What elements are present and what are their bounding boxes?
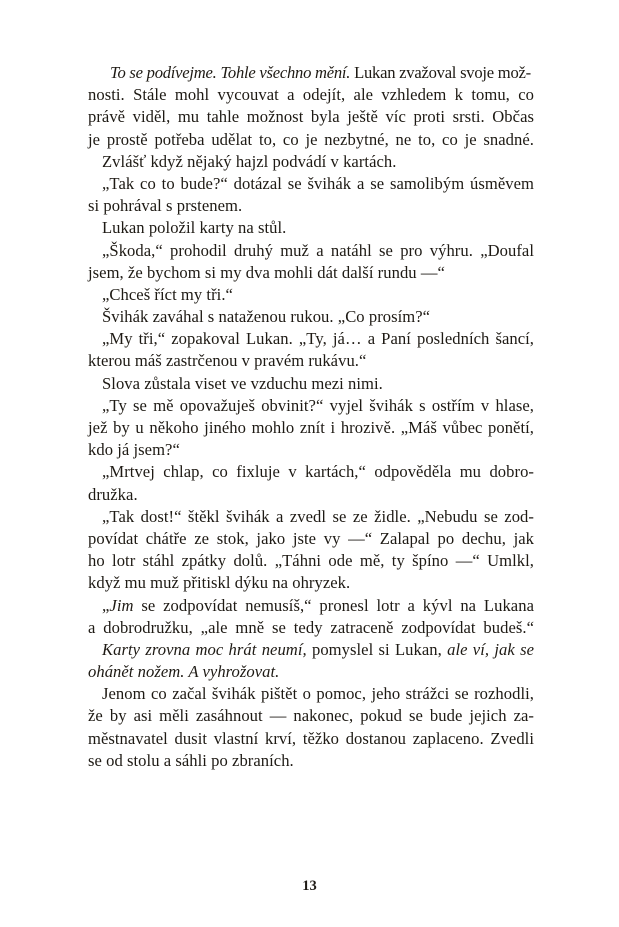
text-segment: Zvlášť když nějaký hajzl podvádí v kartách. [102, 151, 397, 171]
text-line [88, 439, 534, 461]
italic-text: ale ví, jak se [447, 639, 534, 659]
text-segment: Slova zůstala viset ve vzduchu mezi nimi. [102, 373, 383, 393]
text-segment: právě viděl, mu tahle možnost byla ještě víc proti srsti. Občas [88, 107, 534, 127]
text-line [88, 750, 534, 772]
text-line [88, 173, 534, 195]
text-line [88, 550, 534, 572]
italic-text: ohánět nožem. A vyhrožovat. [88, 662, 280, 682]
text-line [88, 151, 534, 173]
text-line [88, 395, 534, 417]
text-line [88, 284, 534, 306]
text-line [88, 217, 534, 239]
text-segment: „Chceš říct my tři.“ [102, 284, 233, 304]
text-line [88, 84, 534, 106]
text-segment: „ [102, 595, 110, 615]
text-segment: Lukan položil karty na stůl. [102, 218, 287, 238]
text-segment: kterou máš zastrčenou v pravém rukávu.“ [88, 351, 367, 371]
text-segment: ho lotr stáhl zpátky dolů. „Táhni ode mě, ty špíno —“ Umlkl, [88, 551, 534, 571]
text-segment: a dobrodružku, „ale mně se tedy zatraceně zodpovídat budeš.“ [88, 617, 534, 637]
text-line [88, 528, 534, 550]
text-line [88, 728, 534, 750]
text-segment: se od stolu a sáhli po zbraních. [88, 750, 294, 770]
italic-text: Jim [109, 595, 134, 615]
text-segment: nosti. Stále mohl vycouvat a odejít, ale vzhledem k tomu, co [88, 85, 534, 105]
text-line [88, 705, 534, 727]
text-line [88, 240, 534, 262]
text-line [88, 572, 534, 594]
text-line [88, 506, 534, 528]
text-segment: jsem, že bychom si my dva mohli dát další rundu —“ [88, 262, 445, 282]
text-line [88, 306, 534, 328]
text-line [88, 262, 534, 284]
text-line [88, 373, 534, 395]
text-segment: městnavatel dusit vlastní krví, těžko dostanou zaplaceno. Zvedli [88, 728, 534, 748]
text-segment: „Ty se mě opovažuješ obvinit?“ vyjel švihák s ostřím v hlase, [102, 395, 534, 415]
text-line [88, 639, 534, 661]
italic-text: To se podívejme. Tohle všechno mění. [110, 63, 351, 82]
text-line [88, 484, 534, 506]
body-text [88, 62, 534, 772]
text-line [88, 129, 534, 151]
text-line [88, 195, 534, 217]
italic-text: Karty zrovna moc hrát neumí, [102, 639, 307, 659]
text-segment: že by asi měli zasáhnout — nakonec, pokud se bude jejich za- [88, 706, 534, 726]
text-segment: Lukan zvažoval svoje mož- [350, 63, 531, 82]
text-segment: družka. [88, 484, 138, 504]
text-segment: „Škoda,“ prohodil druhý muž a natáhl se pro výhru. „Doufal [102, 240, 534, 260]
text-segment: „Tak dost!“ štěkl švihák a zvedl se ze židle. „Nebudu se zod- [102, 506, 534, 526]
text-line [88, 106, 534, 128]
text-line [88, 417, 534, 439]
text-line [88, 595, 534, 617]
text-segment: si pohrával s prstenem. [88, 196, 243, 216]
text-line [88, 683, 534, 705]
text-segment: „Tak co to bude?“ dotázal se švihák a se samolibým úsměvem [102, 173, 534, 193]
text-segment: kdo já jsem?“ [88, 440, 180, 460]
page-number: 13 [302, 878, 317, 894]
text-line [88, 461, 534, 483]
text-line [88, 62, 534, 84]
text-segment: „Mrtvej chlap, co fixluje v kartách,“ odpověděla mu dobro- [102, 462, 534, 482]
text-segment: když mu muž přitiskl dýku na ohryzek. [88, 573, 351, 593]
text-segment: Švihák zaváhal s nataženou rukou. „Co prosím?“ [102, 307, 431, 327]
text-segment: jež by u někoho jiného mohlo znít i hrozivě. „Máš vůbec ponětí, [88, 418, 534, 437]
text-line [88, 350, 534, 372]
text-segment: pomyslel si Lukan, [306, 639, 448, 659]
text-line [88, 328, 534, 350]
text-segment: „My tři,“ zopakoval Lukan. „Ty, já… a Paní posledních šancí, [102, 329, 534, 349]
text-line [88, 617, 534, 639]
text-segment: se zodpovídat nemusíš,“ pronesl lotr a kývl na Lukana [133, 595, 534, 615]
text-segment: povídat chátře ze stok, jako jste vy —“ Zalapal po dechu, jak [88, 528, 534, 548]
text-segment: je prostě potřeba udělat to, co je nezbytné, ne to, co je snadné. [88, 129, 534, 149]
text-line [88, 661, 534, 683]
text-segment: Jenom co začal švihák pištět o pomoc, jeho strážci se rozhodli, [102, 684, 534, 704]
